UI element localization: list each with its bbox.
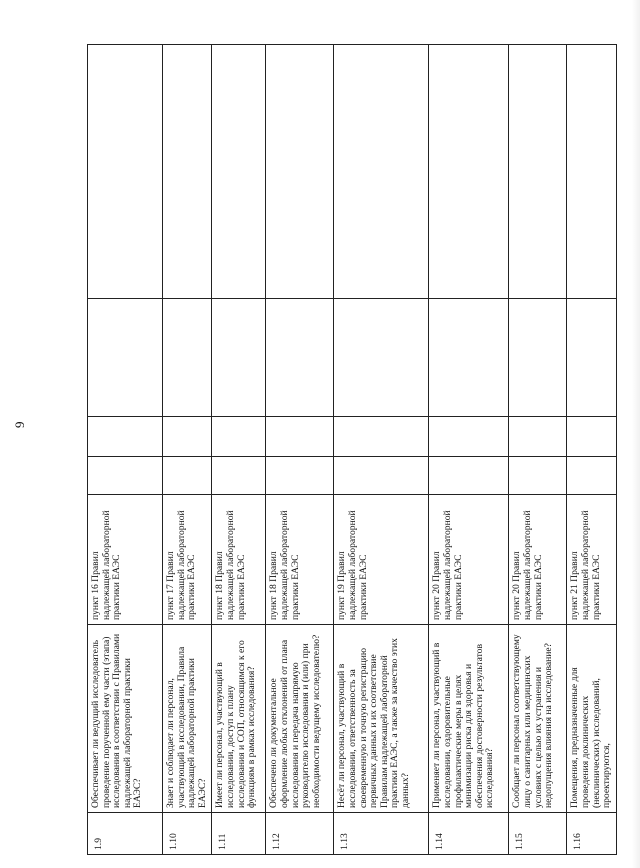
row-number: 1.13	[334, 813, 429, 855]
question-cell: Помещения, предназначенные для проведения доклинических (неклинических) исследований, проектируются,	[567, 625, 616, 813]
comment-cell	[88, 45, 163, 299]
answer-no-cell	[163, 417, 212, 457]
row-number: 1.14	[429, 813, 509, 855]
answer-no-cell	[266, 417, 334, 457]
answer-yes-cell	[163, 457, 212, 495]
answer-yes-cell	[567, 457, 616, 495]
reference-cell: пункт 20 Правил надлежащей лабораторной практики ЕАЭС	[509, 495, 567, 625]
page-number: 9	[12, 421, 27, 428]
not-applicable-cell	[334, 299, 429, 417]
question-cell: Сообщает ли персонал соответствующему лицу о санитарных или медицинских условиях с целью их устранения и недопущения влияния на исследование?	[509, 625, 567, 813]
comment-cell	[334, 45, 429, 299]
comment-cell	[266, 45, 334, 299]
answer-no-cell	[567, 417, 616, 457]
table-row	[212, 45, 266, 855]
question-cell: Обеспечивает ли ведущий исследователь проведение порученной ему части (этапа) исследования в соответствии с Правилами надлежащей лабораторной практики ЕАЭС?	[88, 625, 163, 813]
not-applicable-cell	[266, 299, 334, 417]
reference-cell: пункт 16 Правил надлежащей лабораторной практики ЕАЭС	[88, 495, 163, 625]
answer-no-cell	[212, 417, 266, 457]
answer-no-cell	[429, 417, 509, 457]
table-row	[88, 45, 163, 855]
row-number: 1.16	[567, 813, 616, 855]
question-cell: Знает и соблюдает ли персонал, участвующий в исследовании, Правила надлежащей лабораторной практики ЕАЭС?	[163, 625, 212, 813]
scan-edge	[632, 0, 640, 868]
checklist-table-rotated	[87, 45, 613, 855]
reference-cell: пункт 18 Правил надлежащей лабораторной практики ЕАЭС	[212, 495, 266, 625]
not-applicable-cell	[429, 299, 509, 417]
table-row	[429, 45, 509, 855]
answer-no-cell	[509, 417, 567, 457]
reference-cell: пункт 21 Правил надлежащей лабораторной практики ЕАЭС	[567, 495, 616, 625]
comment-cell	[509, 45, 567, 299]
row-number: 1.15	[509, 813, 567, 855]
answer-yes-cell	[509, 457, 567, 495]
comment-cell	[567, 45, 616, 299]
answer-yes-cell	[212, 457, 266, 495]
not-applicable-cell	[212, 299, 266, 417]
answer-yes-cell	[429, 457, 509, 495]
question-cell: Обеспечено ли документальное оформление любых отклонений от плана исследования и передача напрямую руководителю исследования и (или) при необходимости ведущему исследователю?	[266, 625, 334, 813]
table-row	[163, 45, 212, 855]
reference-cell: пункт 17 Правил надлежащей лабораторной практики ЕАЭС	[163, 495, 212, 625]
row-number: 1.10	[163, 813, 212, 855]
not-applicable-cell	[88, 299, 163, 417]
answer-yes-cell	[266, 457, 334, 495]
reference-cell: пункт 20 Правил надлежащей лабораторной практики ЕАЭС	[429, 495, 509, 625]
checklist-table	[87, 44, 617, 855]
table-row	[334, 45, 429, 855]
comment-cell	[429, 45, 509, 299]
answer-yes-cell	[88, 457, 163, 495]
table-row	[509, 45, 567, 855]
answer-no-cell	[334, 417, 429, 457]
not-applicable-cell	[567, 299, 616, 417]
table-row	[266, 45, 334, 855]
not-applicable-cell	[509, 299, 567, 417]
not-applicable-cell	[163, 299, 212, 417]
table-row	[567, 45, 616, 855]
row-number: 1.11	[212, 813, 266, 855]
row-number: 1.12	[266, 813, 334, 855]
question-cell: Имеет ли персонал, участвующий в исследовании, доступ к плану исследования и СОП, относящимся к его функциям в рамках исследования?	[212, 625, 266, 813]
question-cell: Применяет ли персонал, участвующий в исследовании, оздоровительные профилактические меры в целях минимизации риска для здоровья и обеспечения достоверности результатов исследования?	[429, 625, 509, 813]
row-number: 1.9	[88, 813, 163, 855]
reference-cell: пункт 19 Правил надлежащей лабораторной практики ЕАЭС	[334, 495, 429, 625]
answer-no-cell	[88, 417, 163, 457]
reference-cell: пункт 18 Правил надлежащей лабораторной практики ЕАЭС	[266, 495, 334, 625]
answer-yes-cell	[334, 457, 429, 495]
comment-cell	[212, 45, 266, 299]
comment-cell	[163, 45, 212, 299]
question-cell: Несёт ли персонал, участвующий в исследовании, ответственность за своевременную и точную регистрацию первичных данных и их соответствие Правилам надлежащей лабораторной практики ЕАЭС, а также за качество этих данных?	[334, 625, 429, 813]
